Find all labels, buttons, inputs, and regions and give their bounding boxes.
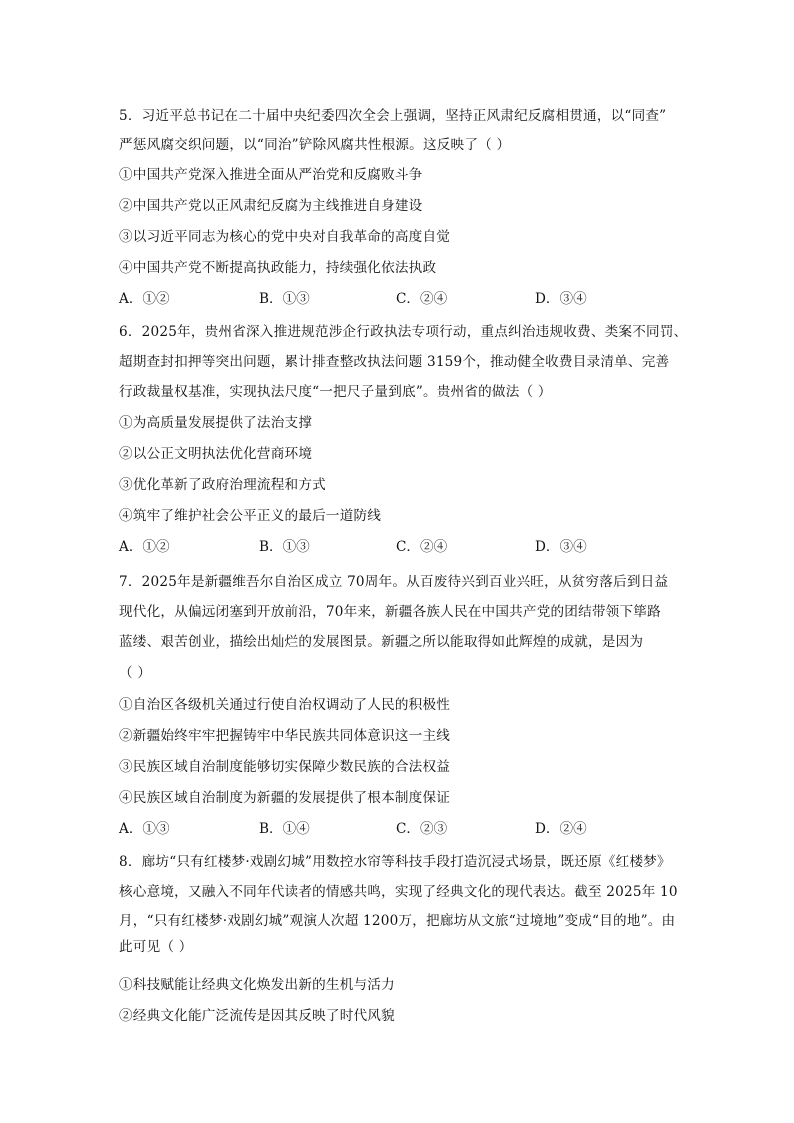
q6-choice-a: A．①② — [119, 539, 170, 555]
q5-choices — [119, 289, 679, 309]
q6-option-2: ②以公正文明执法优化营商环境 — [119, 446, 313, 462]
q7-choices — [119, 819, 679, 839]
q7-stem-line-4: （ ） — [119, 665, 152, 681]
q5-choice-b: B．①③ — [259, 291, 310, 307]
q8-stem-line-3: 月，“只有红楼梦·戏剧幻城”观演人次超 1200万，把廊坊从文旅“过境地”变成“目的地”。由 — [119, 913, 676, 929]
q7-choice-b: B．①④ — [259, 821, 310, 837]
q5-choice-d: D．③④ — [535, 291, 587, 307]
q5-choice-a: A．①② — [119, 291, 170, 307]
q6-option-4: ④筑牢了维护社会公平正义的最后一道防线 — [119, 508, 382, 524]
q7-choice-a: A．①③ — [119, 821, 170, 837]
q5-option-4: ④中国共产党不断提高执政能力，持续强化依法执政 — [119, 260, 437, 276]
q7-stem-line-1: 7．2025年是新疆维吾尔自治区成立 70周年。从百废待兴到百业兴旺，从贫穷落后到日益 — [119, 574, 669, 590]
q6-option-3: ③优化革新了政府治理流程和方式 — [119, 477, 326, 493]
q5-option-3: ③以习近平同志为核心的党中央对自我革命的高度自觉 — [119, 229, 451, 245]
q7-option-1: ①自治区各级机关通过行使自治权调动了人民的积极性 — [119, 697, 451, 713]
q5-choice-c: C．②④ — [396, 291, 448, 307]
q5-option-2: ②中国共产党以正风肃纪反腐为主线推进自身建设 — [119, 198, 423, 214]
q8-stem-line-4: 此可见（ ） — [119, 939, 193, 955]
q7-choice-c: C．②③ — [396, 821, 448, 837]
q7-option-4: ④民族区域自治制度为新疆的发展提供了根本制度保证 — [119, 790, 451, 806]
q6-choice-c: C．②④ — [396, 539, 448, 555]
q8-stem-line-2: 核心意境，又融入不同年代读者的情感共鸣，实现了经典文化的现代表达。截至 2025年 10 — [119, 884, 678, 900]
q8-option-2: ②经典文化能广泛流传是因其反映了时代风貌 — [119, 1008, 395, 1024]
q6-stem-line-1: 6．2025年，贵州省深入推进规范涉企行政执法专项行动，重点纠治违规收费、类案不同罚、 — [119, 324, 688, 340]
q8-option-1: ①科技赋能让经典文化焕发出新的生机与活力 — [119, 977, 395, 993]
q6-choice-d: D．③④ — [535, 539, 587, 555]
q7-stem-line-3: 蓝缕、艰苦创业，描绘出灿烂的发展图景。新疆之所以能取得如此辉煌的成就，是因为 — [119, 634, 644, 650]
q7-choice-d: D．②④ — [535, 821, 587, 837]
q6-option-1: ①为高质量发展提供了法治支撑 — [119, 415, 313, 431]
q5-stem-line-2: 严惩风腐交织问题，以“同治”铲除风腐共性根源。这反映了（ ） — [119, 137, 511, 153]
q6-stem-line-2: 超期查封扣押等突出问题，累计排查整改执法问题 3159个，推动健全收费目录清单、完善 — [119, 354, 670, 370]
q6-stem-line-3: 行政裁量权基准，实现执法尺度“一把尺子量到底”。贵州省的做法（ ） — [119, 384, 552, 400]
q8-stem-line-1: 8．廊坊“只有红楼梦·戏剧幻城”用数控水帘等科技手段打造沉浸式场景，既还原《红楼梦》 — [119, 854, 671, 870]
q7-stem-line-2: 现代化，从偏远闭塞到开放前沿，70年来，新疆各族人民在中国共产党的团结带领下筚路 — [119, 604, 661, 620]
q7-option-3: ③民族区域自治制度能够切实保障少数民族的合法权益 — [119, 759, 451, 775]
q5-option-1: ①中国共产党深入推进全面从严治党和反腐败斗争 — [119, 167, 423, 183]
q6-choices — [119, 537, 679, 557]
q6-choice-b: B．①③ — [259, 539, 310, 555]
q5-stem-line-1: 5．习近平总书记在二十届中央纪委四次全会上强调，坚持正风肃纪反腐相贯通，以“同查” — [119, 108, 667, 124]
q7-option-2: ②新疆始终牢牢把握铸牢中华民族共同体意识这一主线 — [119, 728, 451, 744]
